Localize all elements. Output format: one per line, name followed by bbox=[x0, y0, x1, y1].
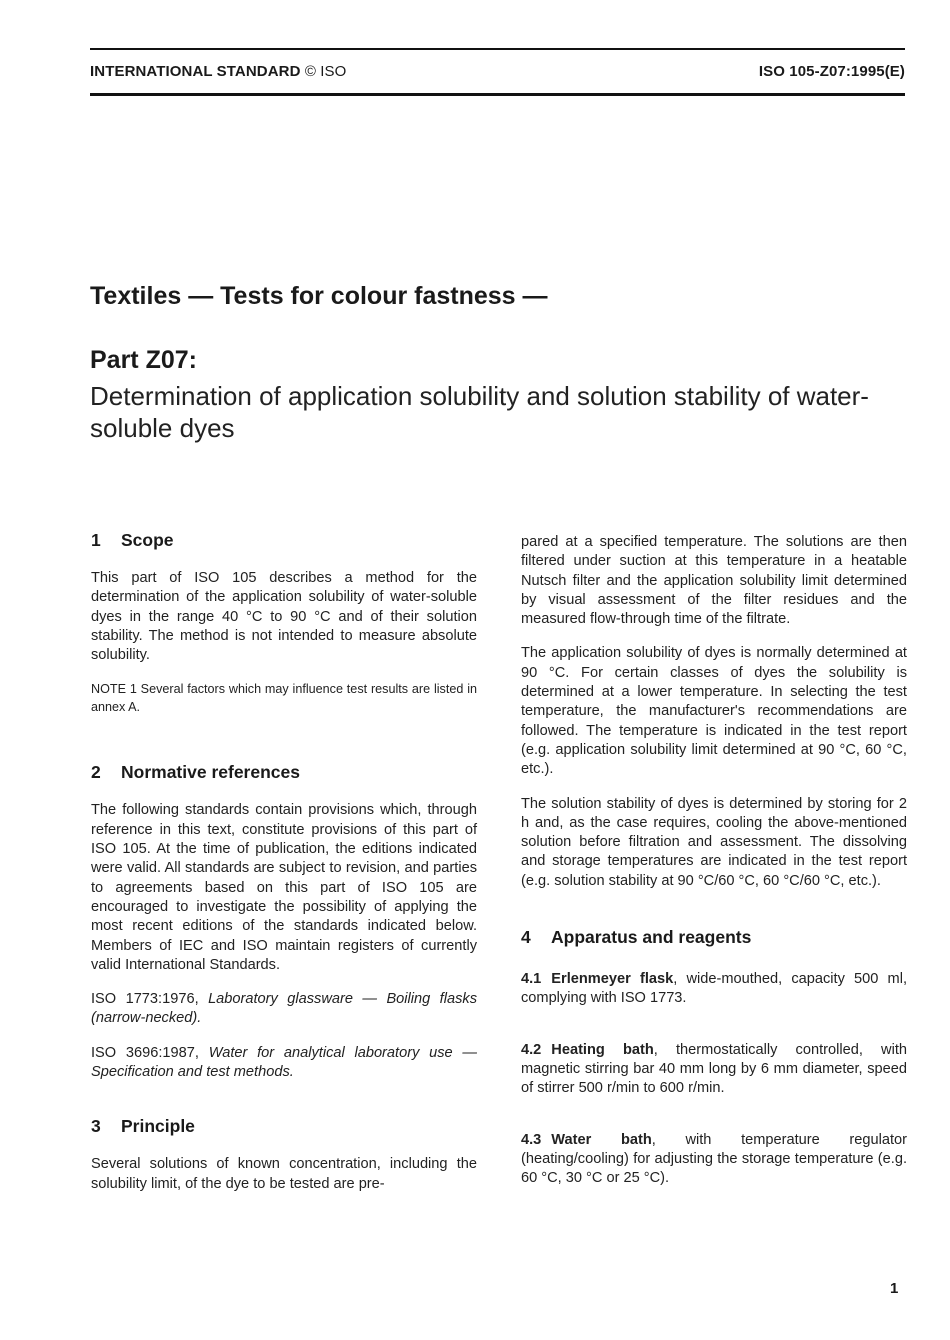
scope-note: NOTE 1 Several factors which may influence test results are listed in annex A. bbox=[91, 682, 477, 715]
clause-text: , with temperature regulator (heating/cooling) for adjusting the storage temperature (e.g. 60 °C, 30 °C or 25 °C). bbox=[521, 1131, 907, 1187]
section-heading-scope bbox=[91, 530, 477, 551]
section-title: Principle bbox=[121, 1116, 195, 1137]
clause-number: 4.2 bbox=[521, 1041, 542, 1058]
section-number: 4 bbox=[521, 927, 531, 948]
principle-paragraph-2: The application solubility of dyes is normally determined at 90 °C. For certain classes of dyes the solubility is determined at a lower temperature. In selecting the test temperature, the manufacturer's recommendations are followed. The temperature is indicated in the test report (e.g. application solubility limit determined at 90 °C, 60 °C, etc.). bbox=[521, 645, 907, 778]
clause-text: , thermostatically controlled, with magnetic stirring bar 40 mm long by 6 mm diameter, speed of stirrer 500 r/min to 600 r/min. bbox=[521, 1041, 907, 1097]
normative-paragraph: The following standards contain provisions which, through reference in this text, constitute provisions of this part of ISO 105. At the time of publication, the editions indicated were valid. All standards are subject to revision, and parties to agreements based on this part of ISO 105 are encouraged to investigate the possibility of applying the most recent editions of the standards indicated below. Members of IEC and ISO maintain registers of currently valid International Standards. bbox=[91, 802, 477, 973]
normative-reference-2 bbox=[91, 1044, 477, 1083]
header-bottom-rule bbox=[90, 93, 905, 96]
reference-title: Water for analytical laboratory use — Specification and test methods. bbox=[91, 1044, 477, 1081]
header-copyright: © ISO bbox=[304, 63, 347, 80]
clause-number: 4.1 bbox=[521, 971, 542, 988]
scope-paragraph: This part of ISO 105 describes a method for the determination of the application solubility of water-soluble dyes in the range 40 °C to 90 °C and of their solution stability. The method is not intended to measure absolute solubility. bbox=[91, 570, 477, 664]
apparatus-item-4-1 bbox=[521, 970, 907, 1009]
section-heading-principle bbox=[91, 1116, 477, 1137]
section-number: 2 bbox=[91, 762, 101, 783]
part-label: Part Z07: bbox=[90, 346, 197, 374]
principle-paragraph-3: The solution stability of dyes is determined by storing for 2 h and, as the case requires, cooling the above-mentioned solution before filtration and assessment. The dissolving and storage temperatures are indicated in the test report (e.g. solution stability at 90 °C/60 °C, 60 °C/60 °C, etc.). bbox=[521, 795, 907, 889]
page-number: 1 bbox=[890, 1280, 899, 1297]
clause-term: Water bath bbox=[551, 1131, 652, 1148]
clause-text: , wide-mouthed, capacity 500 ml, complying with ISO 1773. bbox=[521, 971, 907, 1007]
clause-term: Erlenmeyer flask bbox=[551, 971, 674, 988]
apparatus-item-4-2 bbox=[521, 1041, 907, 1099]
header-top-rule bbox=[90, 48, 905, 50]
section-title: Normative references bbox=[121, 762, 300, 783]
clause-term: Heating bath bbox=[551, 1041, 654, 1058]
section-number: 1 bbox=[91, 530, 101, 550]
right-column bbox=[521, 533, 907, 1188]
section-title: Scope bbox=[121, 530, 174, 550]
header-standard-label bbox=[90, 63, 346, 80]
left-column bbox=[91, 530, 477, 1194]
principle-paragraph-start: Several solutions of known concentration, including the solubility limit, of the dye to be tested are pre- bbox=[91, 1156, 477, 1192]
apparatus-item-4-3 bbox=[521, 1131, 907, 1189]
principle-paragraph-continued: pared at a specified temperature. The solutions are then filtered under suction at this temperature in a heatable Nutsch filter and the application solubility limit determined by visual assessment of the filter residues and the measured flow-through time of the filtrate. bbox=[521, 534, 907, 628]
normative-reference-1 bbox=[91, 990, 477, 1029]
section-number: 3 bbox=[91, 1116, 101, 1137]
document-subtitle: Determination of application solubility and solution stability of water-soluble dyes bbox=[90, 381, 869, 443]
section-heading-apparatus bbox=[521, 927, 907, 948]
header-standard-type: INTERNATIONAL STANDARD bbox=[90, 63, 301, 80]
reference-title: Laboratory glassware — Boiling flasks (narrow-necked). bbox=[91, 991, 477, 1027]
reference-code: ISO 3696:1987, bbox=[91, 1044, 209, 1061]
clause-number: 4.3 bbox=[521, 1131, 542, 1148]
section-heading-normative-references bbox=[91, 762, 477, 783]
document-title: Textiles — Tests for colour fastness — bbox=[90, 282, 548, 310]
reference-code: ISO 1773:1976, bbox=[91, 991, 209, 1008]
section-title: Apparatus and reagents bbox=[551, 927, 752, 948]
header-document-number: ISO 105-Z07:1995(E) bbox=[758, 63, 905, 80]
